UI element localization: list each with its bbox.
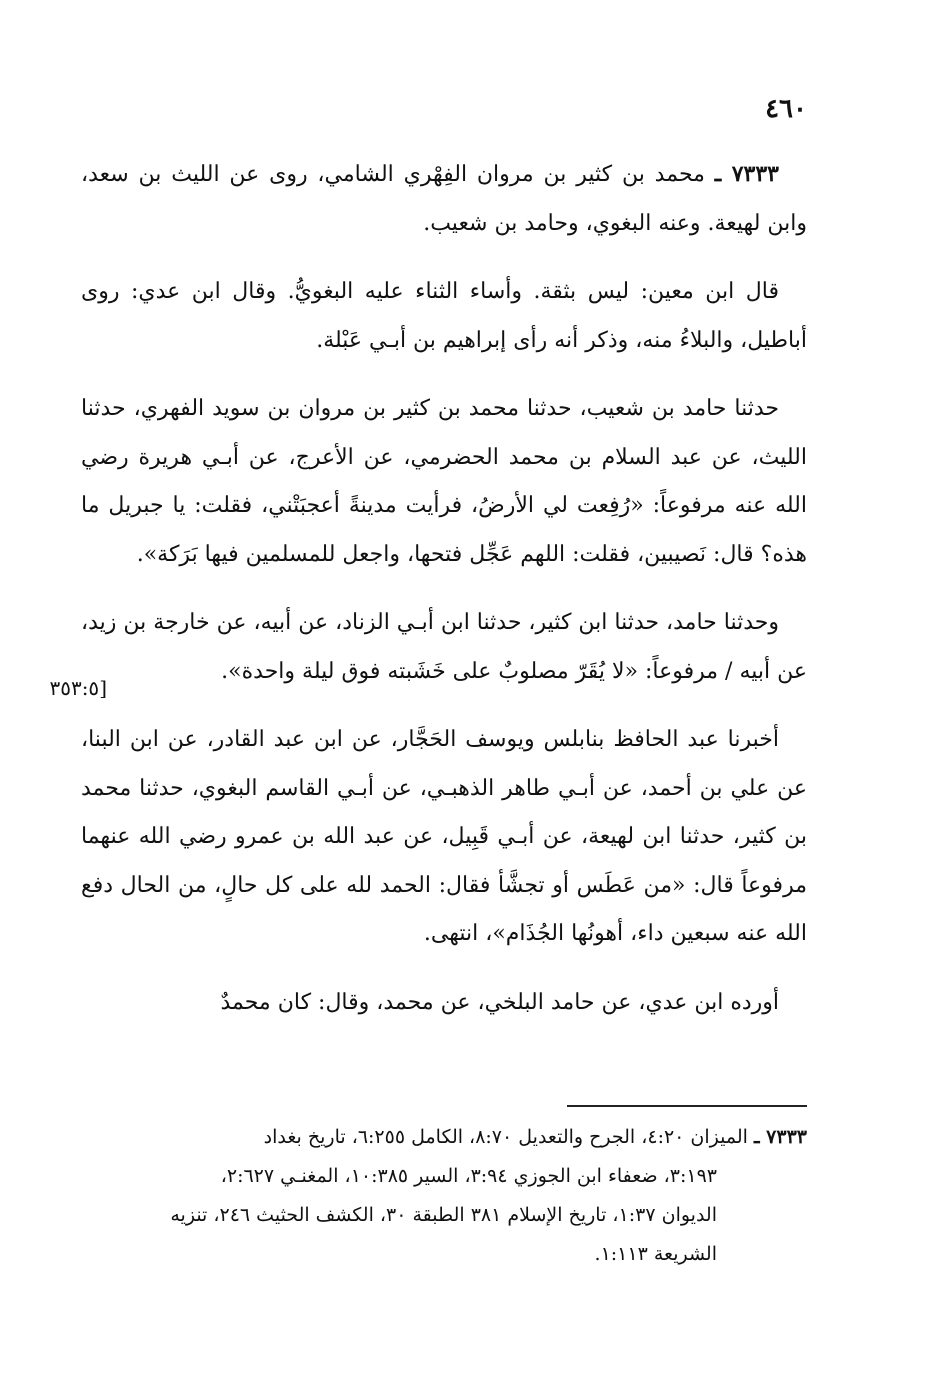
paragraph-ibn-main-opinion: قال ابن معين: ليس بثقة. وأساء الثناء عليه البغويُّ. وقال ابن عدي: روى أباطيل، والبلاءُ منه، وذكر أنه رأى إبراهيم بن أبـي عَبْلة. (81, 279, 807, 353)
footnote-line-4: الشريعة ١:١١٣. (594, 1243, 717, 1265)
footnote-number: ٧٣٣٣ ـ (753, 1126, 807, 1148)
paragraph-hadith-nasibin: حدثنا حامد بن شعيب، حدثنا محمد بن كثير بن مروان بن سويد الفهري، حدثنا الليث، عن عبد السلام بن محمد الحضرمي، عن الأعرج، عن أبـي هريرة رضي الله عنه مرفوعاً: «رُفِعت لي الأرضُ، فرأيت مدينةً أعجبَتْني، فقلت: يا جبريل ما هذه؟ قال: نَصيبين، فقلت: اللهم عَجِّل فتحها، واجعل للمسلمين فيها بَرَكة». (81, 396, 807, 567)
main-text (81, 150, 807, 1047)
paragraph-entry-7333 (81, 150, 807, 248)
footnote-line-2: ٣:١٩٣، ضعفاء ابن الجوزي ٣:٩٤، السير ١٠:٣٨٥، المغنـي ٢:٦٢٧، (220, 1165, 717, 1187)
paragraph-hadith-sneeze: أخبرنا عبد الحافظ بنابلس ويوسف الحَجَّار، عن ابن عبد القادر، عن ابن البنا، عن علي بن أحمد، عن أبـي طاهر الذهبـي، عن أبـي القاسم البغوي، حدثنا محمد بن كثير، حدثنا ابن لهيعة، عن أبـي قَبِيل، عن عبد الله بن عمرو رضي الله عنهما مرفوعاً قال: «من عَطَس أو تجشَّأ فقال: الحمد لله على كل حالٍ، من الحال دفع الله عنه سبعين داء، أهونُها الجُذَام»، انتهى. (81, 727, 807, 946)
entry-number: ٧٣٣٣ ـ (714, 161, 779, 187)
footnote-line-1: الميزان ٤:٢٠، الجرح والتعديل ٨:٧٠، الكامل ٦:٢٥٥، تاريخ بغداد (263, 1126, 748, 1148)
footnote-line-3: الديوان ١:٣٧، تاريخ الإسلام ٣٨١ الطبقة ٣٠، الكشف الحثيث ٢٤٦، تنزيه (170, 1204, 717, 1226)
paragraph-ibn-adi-report: أورده ابن عدي، عن حامد البلخي، عن محمد، وقال: كان محمدٌ (220, 989, 779, 1015)
footnote-divider (567, 1105, 807, 1107)
page-number: ٤٦٠ (765, 94, 807, 124)
margin-reference: [٣٥٣:٥ (49, 676, 107, 700)
footnote (81, 1118, 807, 1274)
paragraph-text: محمد بن كثير بن مروان الفِهْري الشامي، روى عن الليث بن سعد، وابن لهيعة. وعنه البغوي، وحامد بن شعيب. (81, 162, 807, 236)
paragraph-hadith-masloob: وحدثنا حامد، حدثنا ابن كثير، حدثنا ابن أبـي الزناد، عن أبيه، عن خارجة بن زيد، عن أبيه / مرفوعاً: «لا يُقَرّ مصلوبٌ على خَشَبته فوق ليلة واحدة». (81, 610, 807, 684)
